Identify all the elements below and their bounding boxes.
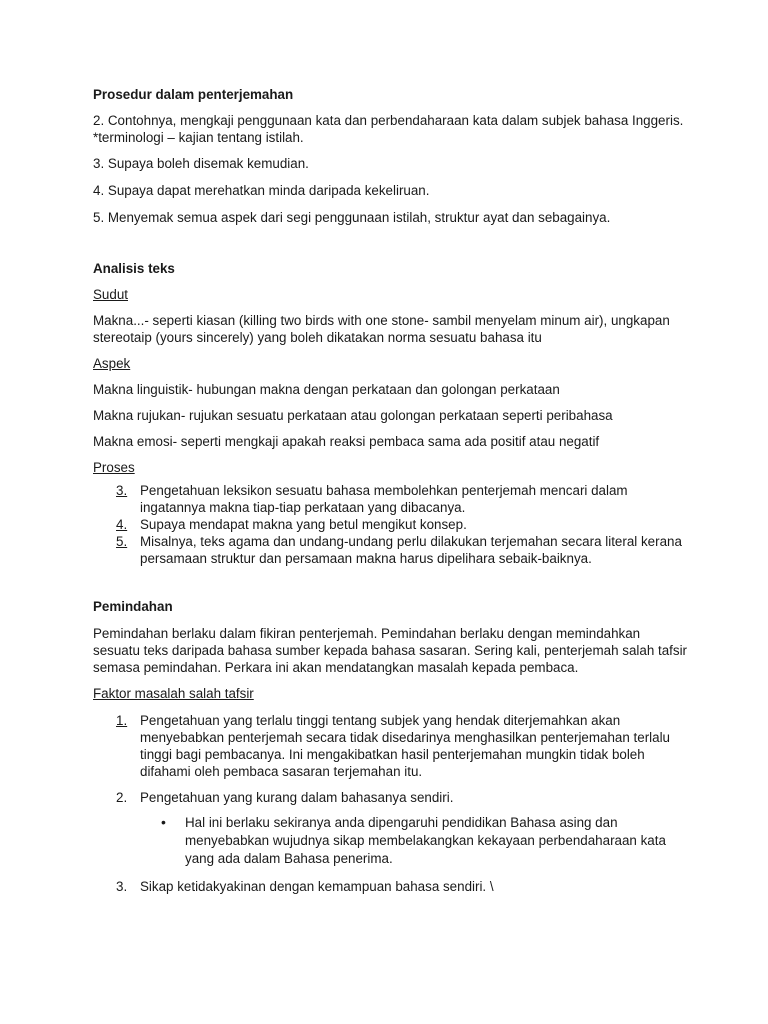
prosedur-item-5: 5. Menyemak semua aspek dari segi penggunaan istilah, struktur ayat dan sebagainya. — [93, 210, 611, 225]
list-item — [116, 789, 688, 806]
list-number: 2. — [116, 790, 128, 805]
list-text: Pengetahuan yang kurang dalam bahasanya sendiri. — [140, 790, 454, 805]
list-text: Hal ini berlaku sekiranya anda dipengaruhi pendidikan Bahasa asing dan menyebabkan wujudnya sikap membelakangkan kekayaan perbendaharaan kata yang ada dalam Bahasa penerima. — [185, 815, 666, 866]
list-item — [116, 533, 688, 567]
list-number: 5. — [116, 534, 128, 549]
heading-prosedur: Prosedur dalam penterjemahan — [93, 87, 294, 102]
aspek-item: Makna rujukan- rujukan sesuatu perkataan atau golongan perkataan seperti peribahasa — [93, 408, 613, 423]
prosedur-item-4: 4. Supaya dapat merehatkan minda daripada kekeliruan. — [93, 183, 430, 198]
heading-analisis-teks: Analisis teks — [93, 261, 175, 276]
list-text: Misalnya, teks agama dan undang-undang perlu dilakukan terjemahan secara literal kerana persamaan struktur dan persamaan makna harus dipelihara sebaik-baiknya. — [140, 534, 682, 566]
list-text: Pengetahuan yang terlalu tinggi tentang subjek yang hendak diterjemahkan akan menyebabkan penterjemah secara tidak disedarinya menghasilkan penterjemahan terlalu tinggi bagi pembacanya. Ini mengakibatkan hasil penterjemahan mungkin tidak boleh difahami oleh pembaca sasaran terjemahan itu. — [140, 713, 670, 779]
subheading-aspek: Aspek — [93, 356, 131, 371]
subheading-faktor: Faktor masalah salah tafsir — [93, 686, 254, 701]
list-number: 3. — [116, 879, 128, 894]
bullet-icon: • — [161, 814, 166, 830]
list-item — [161, 814, 688, 868]
prosedur-item-3: 3. Supaya boleh disemak kemudian. — [93, 156, 309, 171]
aspek-item: Makna linguistik- hubungan makna dengan perkataan dan golongan perkataan — [93, 382, 560, 397]
list-number: 1. — [116, 713, 128, 728]
list-text: Supaya mendapat makna yang betul mengikut konsep. — [140, 517, 467, 532]
list-number: 4. — [116, 517, 128, 532]
list-item — [116, 516, 688, 533]
heading-pemindahan: Pemindahan — [93, 599, 173, 614]
faktor-bullet-list — [93, 814, 688, 868]
list-number: 3. — [116, 483, 128, 498]
faktor-list — [93, 712, 688, 806]
subheading-proses: Proses — [93, 460, 135, 475]
subheading-sudut: Sudut — [93, 287, 128, 302]
list-item — [116, 482, 688, 516]
list-text: Pengetahuan leksikon sesuatu bahasa membolehkan penterjemah mencari dalam ingatannya makna tiap-tiap perkataan yang dibacanya. — [140, 483, 628, 515]
list-item — [116, 878, 688, 895]
sudut-paragraph: Makna...- seperti kiasan (killing two birds with one stone- sambil menyelam minum air), ungkapan stereotaip (yours sincerely) yang boleh dikatakan norma sesuatu bahasa itu — [93, 313, 670, 345]
list-item — [116, 712, 688, 780]
proses-list — [93, 482, 688, 567]
prosedur-item-2: 2. Contohnya, mengkaji penggunaan kata dan perbendaharaan kata dalam subjek bahasa Inggeris. *terminologi – kajian tentang istilah. — [93, 113, 684, 145]
pemindahan-paragraph: Pemindahan berlaku dalam fikiran penterjemah. Pemindahan berlaku dengan memindahkan sesuatu teks daripada bahasa sumber kepada bahasa sasaran. Sering kali, penterjemah salah tafsir semasa pemindahan. Perkara ini akan mendatangkan masalah kepada pembaca. — [93, 626, 688, 675]
list-text: Sikap ketidakyakinan dengan kemampuan bahasa sendiri. \ — [140, 879, 494, 894]
faktor-list-continued — [93, 878, 688, 895]
aspek-item: Makna emosi- seperti mengkaji apakah reaksi pembaca sama ada positif atau negatif — [93, 434, 600, 449]
